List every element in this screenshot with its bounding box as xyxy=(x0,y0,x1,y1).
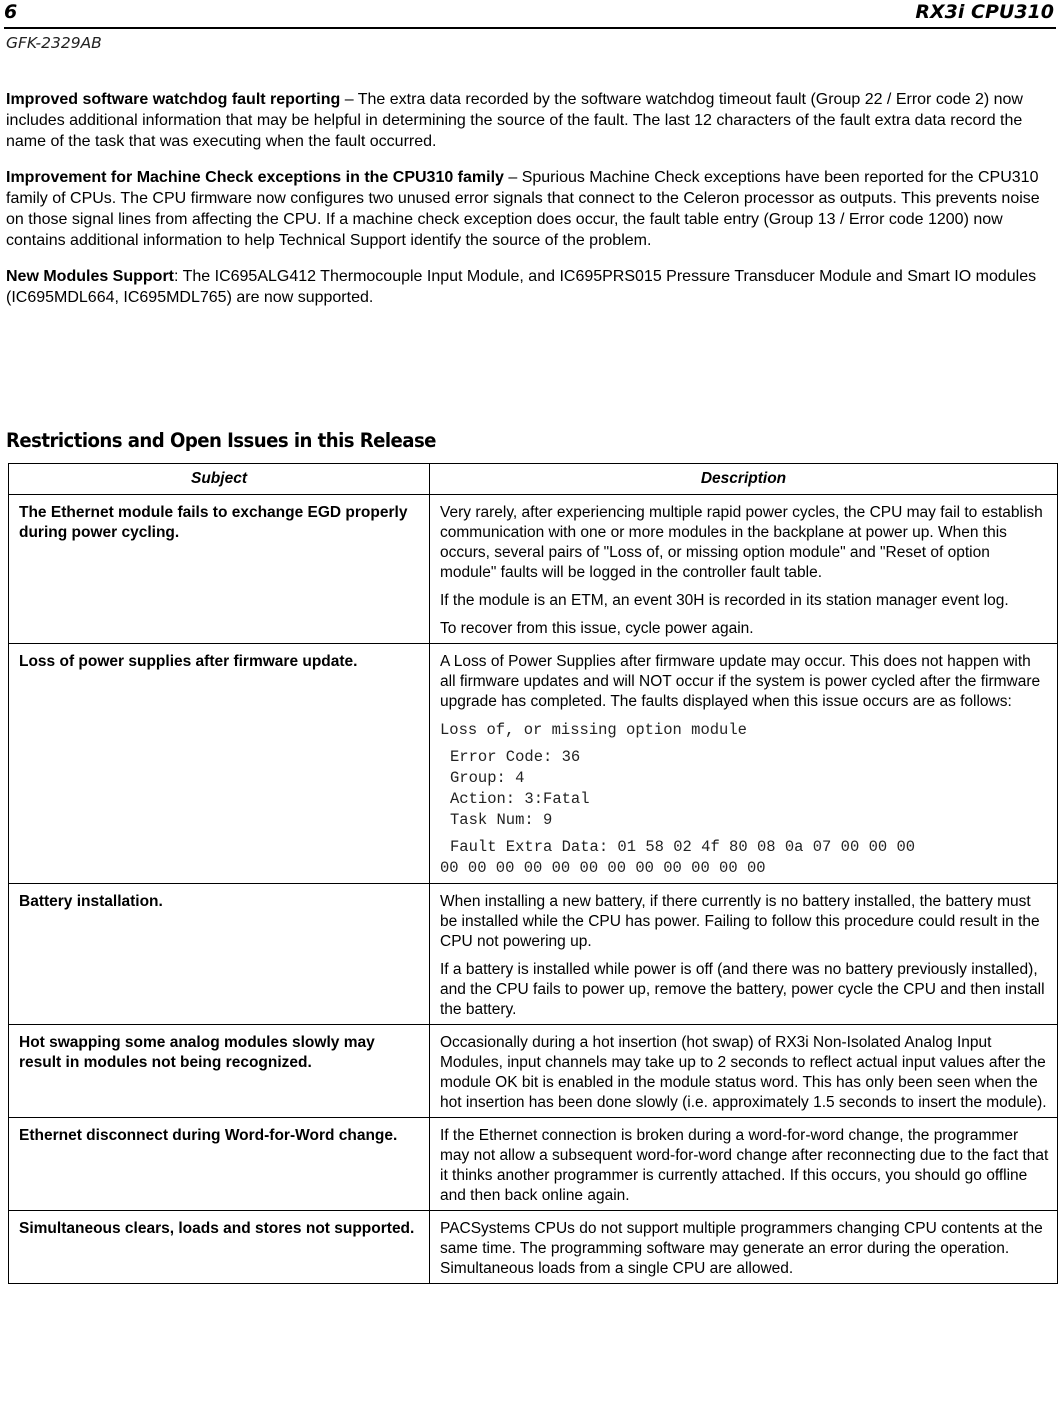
table-header-row xyxy=(9,464,1058,495)
paragraph-text: : The IC695ALG412 Thermocouple Input Module, and IC695PRS015 Pressure Transducer Module and Smart IO modules (IC695MDL664, IC695MDL765) are now supported. xyxy=(6,268,1037,306)
description-paragraph: PACSystems CPUs do not support multiple programmers changing CPU contents at the same time. The programming software may generate an error during the operation. Simultaneous loads from a single CPU are allowed. xyxy=(440,1220,1043,1277)
description-paragraph: Very rarely, after experiencing multiple rapid power cycles, the CPU may fail to establish communication with one or more modules in the backplane at power up. When this occurs, several pairs of "Loss of, or missing option module" and "Reset of option module" faults will be logged in the controller fault table. xyxy=(440,504,1043,581)
description-paragraph: If a battery is installed while power is off (and there was no battery previously installed), and the CPU fails to power up, remove the battery, power cycle the CPU and then install the battery. xyxy=(440,961,1045,1018)
table-row xyxy=(9,1118,1058,1211)
page-number: 6 xyxy=(4,1,18,23)
issue-subject: Simultaneous clears, loads and stores not supported. xyxy=(9,1211,430,1284)
description-paragraph: To recover from this issue, cycle power again. xyxy=(440,620,754,637)
fault-code-block xyxy=(440,720,1049,879)
issue-description xyxy=(430,884,1058,1025)
paragraph-watchdog xyxy=(6,89,1052,152)
document-number: GFK-2329AB xyxy=(6,34,102,52)
issue-description xyxy=(430,1118,1058,1211)
paragraph-machine-check xyxy=(6,167,1052,251)
paragraph-heading: New Modules Support xyxy=(6,268,174,285)
paragraph-heading: Improved software watchdog fault reporting xyxy=(6,91,341,108)
description-paragraph: If the Ethernet connection is broken during a word-for-word change, the programmer may not allow a subsequent word-for-word change after reconnecting due to the fact that it thinks another programmer is currently attached. If this occurs, you should go offline and then back online again. xyxy=(440,1127,1049,1204)
table-row xyxy=(9,495,1058,644)
paragraph-new-modules xyxy=(6,266,1052,308)
issue-description xyxy=(430,644,1058,884)
table-row xyxy=(9,1211,1058,1284)
issues-table xyxy=(8,463,1058,1284)
paragraph-heading: Improvement for Machine Check exceptions in the CPU310 family xyxy=(6,169,504,186)
issue-subject: The Ethernet module fails to exchange EGD properly during power cycling. xyxy=(9,495,430,644)
issue-description xyxy=(430,495,1058,644)
fault-extra-data: Fault Extra Data: 01 58 02 4f 80 08 0a 07 00 00 00 xyxy=(450,838,916,856)
description-paragraph: Occasionally during a hot insertion (hot swap) of RX3i Non-Isolated Analog Input Modules, input channels may take up to 2 seconds to reflect actual input values after the module OK bit is enabled in the module status word. This has only been seen when the hot insertion has been done slowly (i.e. approximately 1.5 seconds to insert the module). xyxy=(440,1034,1047,1111)
section-title: Restrictions and Open Issues in this Release xyxy=(6,429,436,452)
release-notes-intro xyxy=(6,89,1052,323)
paragraph-text: – The extra data recorded by the software watchdog timeout fault (Group 22 / Error code 2) now includes additional information that may be helpful in determining the source of the fault. The last 12 characters of the fault extra data record the name of the task that was executing when the fault occurred. xyxy=(6,91,1023,150)
product-title: RX3i CPU310 xyxy=(915,1,1054,23)
column-header-description: Description xyxy=(430,464,1058,495)
header-rule xyxy=(4,27,1056,29)
fault-extra-data-continued: 00 00 00 00 00 00 00 00 00 00 00 00 xyxy=(440,859,766,877)
fault-action: Action: 3:Fatal xyxy=(450,790,590,808)
table-row xyxy=(9,884,1058,1025)
issue-subject: Loss of power supplies after firmware update. xyxy=(9,644,430,884)
fault-group: Group: 4 xyxy=(450,769,525,787)
description-paragraph: When installing a new battery, if there currently is no battery installed, the battery must be installed while the CPU has power. Failing to follow this procedure could result in the CPU not powering up. xyxy=(440,893,1040,950)
issue-subject: Hot swapping some analog modules slowly may result in modules not being recognized. xyxy=(9,1025,430,1118)
fault-error-code: Error Code: 36 xyxy=(450,748,581,766)
column-header-subject: Subject xyxy=(9,464,430,495)
description-paragraph: A Loss of Power Supplies after firmware update may occur. This does not happen with all firmware updates and will NOT occur if the system is power cycled after the firmware upgrade has completed. The faults displayed when this issue occurs are as follows: xyxy=(440,653,1041,710)
fault-task-num: Task Num: 9 xyxy=(450,811,553,829)
table-row xyxy=(9,644,1058,884)
issue-subject: Ethernet disconnect during Word-for-Word change. xyxy=(9,1118,430,1211)
table-row xyxy=(9,1025,1058,1118)
issue-description xyxy=(430,1211,1058,1284)
fault-title: Loss of, or missing option module xyxy=(440,721,747,739)
paragraph-text: – Spurious Machine Check exceptions have been reported for the CPU310 family of CPUs. The CPU firmware now configures two unused error signals that connect to the Celeron processor as outputs. This prevents noise on those signal lines from affecting the CPU. If a machine check exception does occur, the fault table entry (Group 13 / Error code 1200) now contains additional information to help Technical Support identify the source of the problem. xyxy=(6,169,1040,249)
description-paragraph: If the module is an ETM, an event 30H is recorded in its station manager event log. xyxy=(440,592,1009,609)
issue-description xyxy=(430,1025,1058,1118)
issue-subject: Battery installation. xyxy=(9,884,430,1025)
